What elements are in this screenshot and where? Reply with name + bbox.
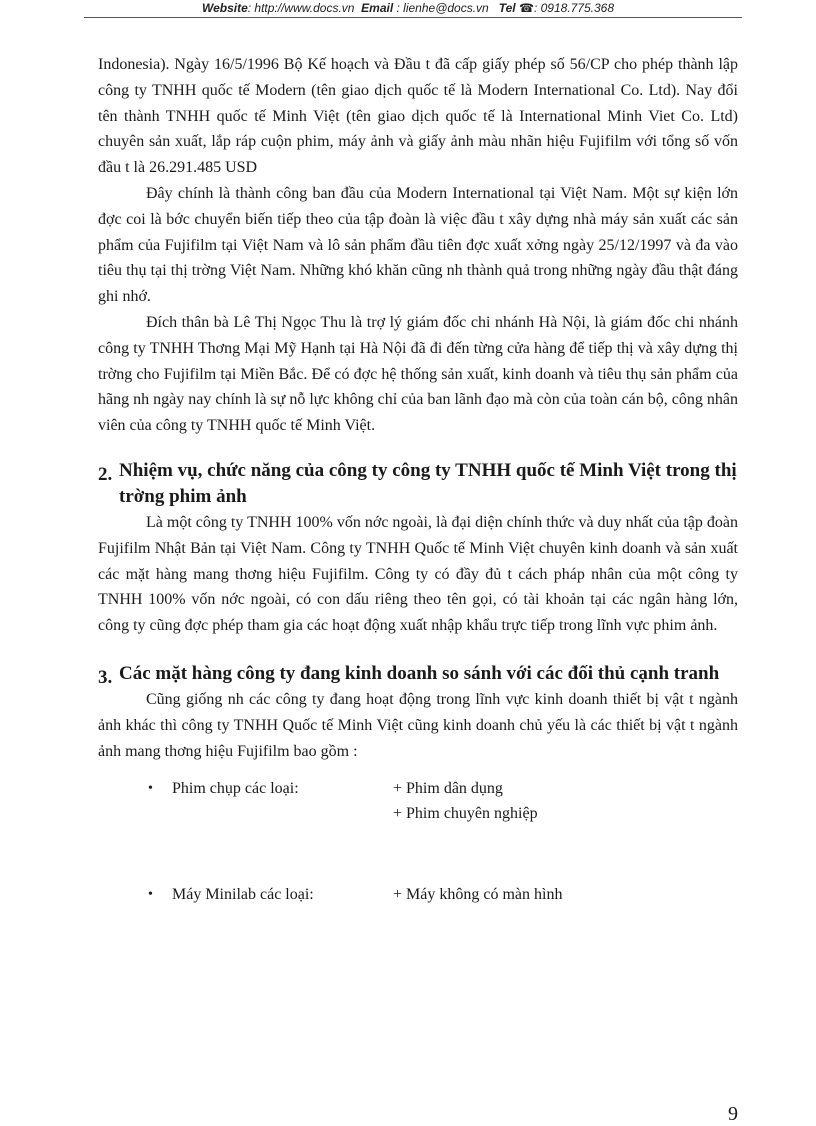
page-number: 9 bbox=[728, 1103, 738, 1125]
list-item-label: Máy Minilab các loại: bbox=[172, 886, 314, 904]
email-label: Email bbox=[361, 1, 394, 15]
paragraph-2: Đây chính là thành công ban đầu của Modern International tại Việt Nam. Một sự kiện lớn đợc coi là bớc chuyển biến tiếp theo của tập đoàn là việc đầu t xây dựng nhà máy sản xuất các sản phẩm của Fujifilm tại Việt Nam và lô sản phẩm đầu tiên đợc xuất xởng ngày 25/12/1997 và đa vào tiêu thụ tại thị trờng Việt Nam. Những khó khăn cũng nh thành quả trong những ngày đầu thật đáng ghi nhớ. bbox=[98, 184, 738, 306]
bullet-icon: • bbox=[148, 781, 153, 797]
list-item-label: Phim chụp các loại: bbox=[172, 780, 299, 798]
bullet-icon: • bbox=[148, 887, 153, 903]
phone-icon: ☎ bbox=[519, 1, 534, 15]
paragraph-1: Indonesia). Ngày 16/5/1996 Bộ Kế hoạch và Đầu t đã cấp giấy phép số 56/CP cho phép thành lập công ty TNHH quốc tế Modern (tên giao dịch quốc tế là Modern International Co. Ltd). Nay đổi tên thành TNHH quốc tế Minh Việt (tên giao dịch quốc tế là International Minh Viet Co. Ltd) chuyên sản xuất, lắp ráp cuộn phim, máy ảnh và giấy ảnh màu nhãn hiệu Fujifilm với tổng số vốn đầu t là 26.291.485 USD bbox=[98, 56, 738, 177]
section-2-title: Nhiệm vụ, chức năng của công ty công ty TNHH quốc tế Minh Việt trong thị trờng phim ảnh bbox=[119, 459, 737, 507]
section-2-heading bbox=[98, 458, 738, 510]
page-header bbox=[0, 0, 816, 20]
section-2-body: Là một công ty TNHH 100% vốn nớc ngoài, là đại diện chính thức và duy nhất của tập đoàn Fujifilm Nhật Bản tại Việt Nam. Công ty TNHH Quốc tế Minh Việt chuyên kinh doanh và sản xuất các mặt hàng mang thơng hiệu Fujifilm. Công ty có đầy đủ t cách pháp nhân của một công ty TNHH 100% vốn nớc ngoài, có con dấu riêng theo tên gọi, có tài khoản tại các ngân hàng lớn, công ty cũng đợc phép tham gia các hoạt động xuất nhập khẩu trực tiếp trong lĩnh vực phim ảnh. bbox=[98, 513, 738, 635]
header-divider bbox=[84, 17, 742, 18]
website-label: Website bbox=[201, 1, 248, 15]
list-item-continuation bbox=[98, 801, 738, 826]
email-value: : lienhe@docs.vn bbox=[396, 1, 489, 15]
tel-value: : 0918.775.368 bbox=[533, 1, 615, 15]
list-item bbox=[98, 882, 738, 907]
paragraph-3: Đích thân bà Lê Thị Ngọc Thu là trợ lý giám đốc chi nhánh Hà Nội, là giám đốc chi nhánh công ty TNHH Thơng Mại Mỹ Hạnh tại Hà Nội đã đi đến từng cửa hàng để tiếp thị và xây dựng thị trờng cho Fujifilm tại Miền Bắc. Để có đợc hệ thống sản xuất, kinh doanh và tiêu thụ sản phẩm của hãng nh ngày nay chính là sự nỗ lực không chỉ của ban lãnh đạo mà còn của toàn cán bộ, công nhân viên của công ty TNHH quốc tế Minh Việt. bbox=[98, 313, 738, 435]
section-3-title: Các mặt hàng công ty đang kinh doanh so sánh với các đối thủ cạnh tranh bbox=[119, 662, 720, 684]
section-3-body: Cũng giống nh các công ty đang hoạt động trong lĩnh vực kinh doanh thiết bị vật t ngành ảnh khác thì công ty TNHH Quốc tế Minh Việt cũng kinh doanh chủ yếu là các thiết bị vật t ngành ảnh mang thơng hiệu Fujifilm bao gồm : bbox=[98, 690, 738, 760]
section-2-number: 2. bbox=[98, 463, 113, 485]
product-list bbox=[98, 776, 738, 907]
list-item-value: + Máy không có màn hình bbox=[393, 886, 563, 904]
list-item-value: + Phim chuyên nghiệp bbox=[393, 805, 538, 823]
document-body bbox=[98, 52, 738, 907]
tel-label: Tel bbox=[498, 1, 516, 15]
header-contact-line bbox=[0, 1, 816, 15]
list-item-value: + Phim dân dụng bbox=[393, 780, 503, 798]
section-3-number: 3. bbox=[98, 666, 113, 688]
website-value: : http://www.docs.vn bbox=[247, 1, 355, 15]
list-item bbox=[98, 776, 738, 801]
section-3-heading bbox=[98, 661, 738, 687]
